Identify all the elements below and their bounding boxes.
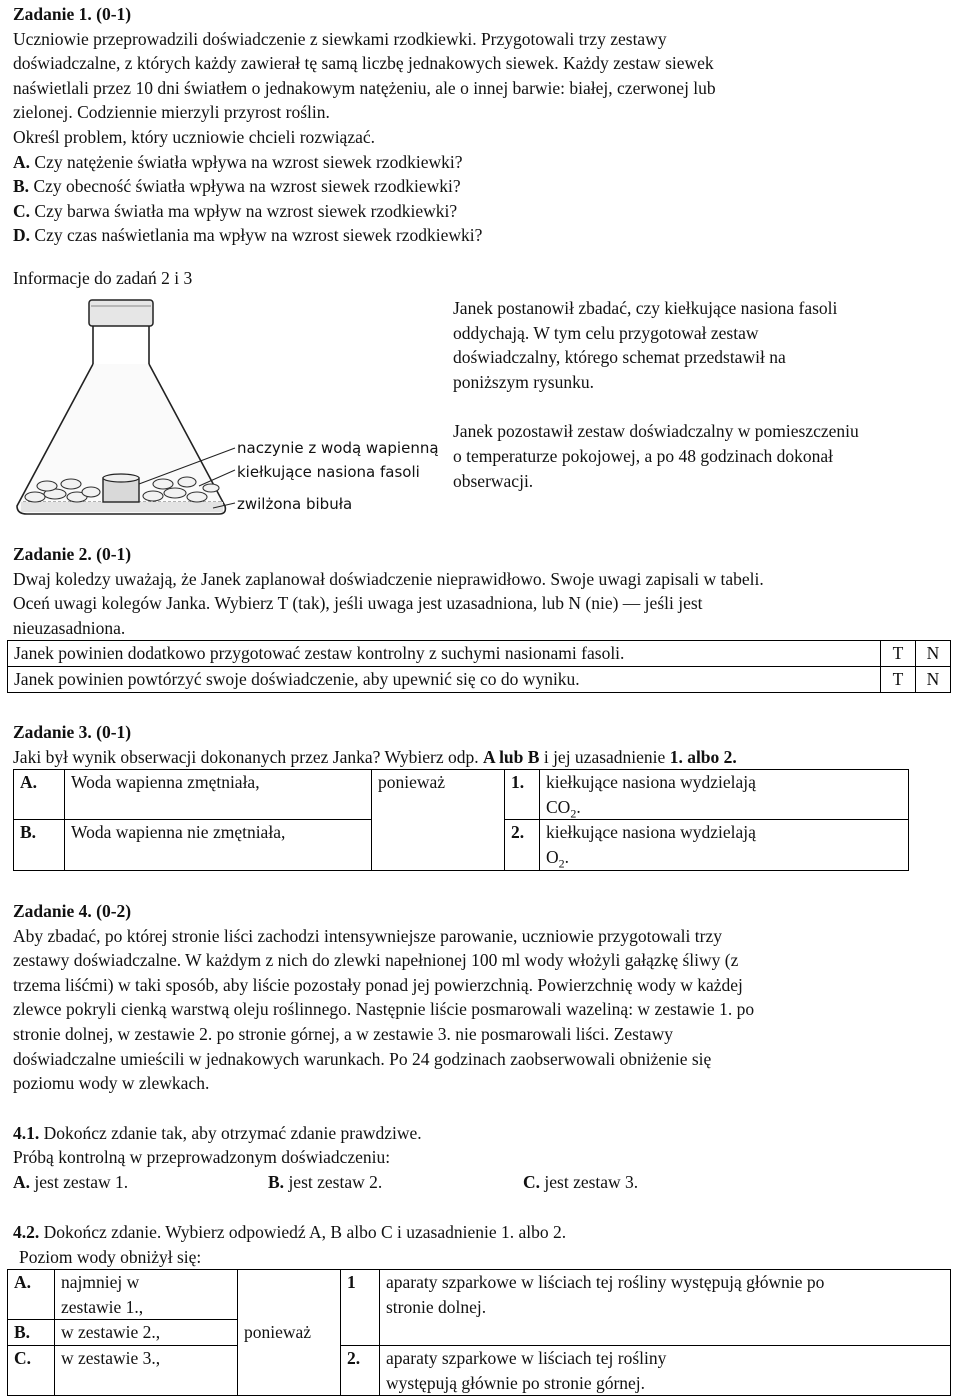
flask-illustration	[13, 298, 453, 520]
task4-2-option-c-text[interactable]: w zestawie 3.,	[55, 1345, 238, 1395]
task4-1-option-c[interactable]: C. jest zestaw 3.	[523, 1171, 639, 1192]
info23-text	[453, 296, 953, 493]
task3-question: Jaki był wynik obserwacji dokonanych przez Janka? Wybierz odp. A lub B i jej uzasadnienie 1. albo 2.	[13, 746, 737, 767]
task2-instructions: Dwaj koledzy uważają, że Janek zaplanował doświadczenie nieprawidłowo. Swoje uwagi zapisali w tabeli. Oceń uwagi kolegów Janka. Wybierz T (tak), jeśli uwaga jest uzasadniona, lub N (nie) — jeśli jest nieuzasadniona.	[13, 568, 764, 638]
task4-1-option-b[interactable]: B. jest zestaw 2.	[268, 1171, 383, 1192]
info23-title: Informacje do zadań 2 i 3	[13, 267, 193, 288]
task4-2-reason-2-text[interactable]: aparaty szparkowe w liściach tej rośliny występują głównie po stronie górnej.	[380, 1345, 951, 1395]
task4-2-connector: ponieważ	[238, 1270, 341, 1396]
task4-2-option-b-text[interactable]: w zestawie 2.,	[55, 1320, 238, 1346]
table-row	[8, 1270, 951, 1320]
task4-2-table	[7, 1269, 951, 1396]
info23-paragraph-2: Janek pozostawił zestaw doświadczalny w pomieszczeniu o temperaturze pokojowej, a po 48 godzinach dokonał obserwacji.	[453, 421, 859, 491]
task4-2-reason-1-text[interactable]: aparaty szparkowe w liściach tej rośliny występują głównie po stronie dolnej.	[380, 1270, 951, 1346]
worksheet-page	[13, 2, 948, 1393]
task3-table	[13, 769, 909, 870]
task1-title: Zadanie 1. (0-1)	[13, 4, 132, 24]
task4-1-prompt: Próbą kontrolną w przeprowadzonym doświadczeniu:	[13, 1147, 391, 1168]
task3-option-b-letter[interactable]: B.	[14, 820, 65, 870]
task1-option-a[interactable]: A. Czy natężenie światła wpływa na wzrost siewek rzodkiewki?	[13, 151, 463, 172]
table-row	[8, 641, 951, 667]
task1-option-b[interactable]: B. Czy obecność światła wpływa na wzrost siewek rzodkiewki?	[13, 176, 461, 197]
task4-1-heading: 4.1. Dokończ zdanie tak, aby otrzymać zdanie prawdziwe.	[13, 1122, 422, 1143]
task2-statement-2: Janek powinien powtórzyć swoje doświadczenie, aby upewnić się co do wyniku.	[8, 666, 881, 692]
task4-2-prompt: Poziom wody obniżył się:	[19, 1246, 202, 1267]
task4-2-option-a-letter[interactable]: A.	[8, 1270, 55, 1320]
task4-1-options	[13, 1170, 948, 1195]
label-limewater: naczynie z wodą wapienną	[237, 439, 439, 457]
task4-2-heading: 4.2. Dokończ zdanie. Wybierz odpowiedź A, B albo C i uzasadnienie 1. albo 2.	[13, 1221, 567, 1242]
task4-2-reason-2-num[interactable]: 2.	[341, 1345, 380, 1395]
task1-question: Określ problem, który uczniowie chcieli rozwiązać.	[13, 126, 376, 147]
task1-option-d[interactable]: D. Czy czas naświetlania ma wpływ na wzrost siewek rzodkiewki?	[13, 225, 483, 246]
table-row	[8, 666, 951, 692]
task4-1-option-a[interactable]: A. jest zestaw 1.	[13, 1171, 129, 1192]
label-paper: zwilżona bibuła	[237, 495, 353, 513]
task2-section	[13, 542, 948, 693]
task2-row1-n-option[interactable]: N	[916, 641, 951, 667]
task3-title: Zadanie 3. (0-1)	[13, 722, 132, 742]
task2-statement-1: Janek powinien dodatkowo przygotować zestaw kontrolny z suchymi nasionami fasoli.	[8, 641, 881, 667]
task4-2-option-c-letter[interactable]: C.	[8, 1345, 55, 1395]
task3-section	[13, 720, 948, 871]
task2-row1-t-option[interactable]: T	[881, 641, 916, 667]
task4-intro: Aby zbadać, po której stronie liści zachodzi intensywniejsze parowanie, uczniowie przygotowali trzy zestawy doświadczalne. W każdym z nich do zlewki napełnionej 100 ml wody włożyli gałązkę śliwy (z trzema liśćmi) w taki sposób, aby liście pozostały ponad jej powierzchnią. Powierzchnię wody w każdej zlewce pokryli cienką warstwą oleju roślinnego. Następnie liście posmarowali wazeliną: w zestawie 1. po stronie dolnej, w zestawie 2. po stronie górnej, a w zestawie 3. nie posmarowali liści. Zestawy doświadczalne umieścili w jednakowych warunkach. Po 24 godzinach zaobserwowali obniżenie się poziomu wody w zlewkach.	[13, 925, 755, 1094]
task3-reason-1-num[interactable]: 1.	[505, 770, 540, 820]
task4-2-option-a-text[interactable]: najmniej w zestawie 1.,	[55, 1270, 238, 1320]
task4-section	[13, 899, 948, 1396]
task2-table	[7, 640, 951, 692]
label-seeds: kiełkujące nasiona fasoli	[237, 463, 420, 481]
info23-paragraph-1: Janek postanowił zbadać, czy kiełkujące nasiona fasoli oddychają. W tym celu przygotował zestaw doświadczalny, którego schemat przedstawił na poniższym rysunku.	[453, 298, 838, 392]
task3-reason-1-text[interactable]: kiełkujące nasiona wydzielają $CO_2$.	[540, 770, 909, 820]
task3-option-a-text[interactable]: Woda wapienna zmętniała,	[65, 770, 372, 820]
task1-option-c[interactable]: C. Czy barwa światła ma wpływ na wzrost siewek rzodkiewki?	[13, 200, 458, 221]
table-row	[14, 770, 909, 820]
task3-reason-2-text[interactable]: kiełkujące nasiona wydzielają $O_2$.	[540, 820, 909, 870]
task4-2-option-b-letter[interactable]: B.	[8, 1320, 55, 1346]
flask-diagram	[13, 298, 453, 520]
task2-row2-n-option[interactable]: N	[916, 666, 951, 692]
task3-connector: ponieważ	[372, 770, 505, 870]
task4-2-reason-1-num[interactable]: 1	[341, 1270, 380, 1346]
task3-option-b-text[interactable]: Woda wapienna nie zmętniała,	[65, 820, 372, 870]
task4-title: Zadanie 4. (0-2)	[13, 901, 132, 921]
task1-intro: Uczniowie przeprowadzili doświadczenie z siewkami rzodkiewki. Przygotowali trzy zestawy doświadczalne, z których każdy zawierał tę samą liczbę jednakowych siewek. Każdy zestaw siewek naświetlali przez 10 dni światłem o jednakowym natężeniu, ale o innej barwie: białej, czerwonej lub zielonej. Codziennie mierzyli przyrost roślin.	[13, 28, 716, 123]
task3-option-a-letter[interactable]: A.	[14, 770, 65, 820]
task2-row2-t-option[interactable]: T	[881, 666, 916, 692]
task2-title: Zadanie 2. (0-1)	[13, 544, 132, 564]
task3-reason-2-num[interactable]: 2.	[505, 820, 540, 870]
